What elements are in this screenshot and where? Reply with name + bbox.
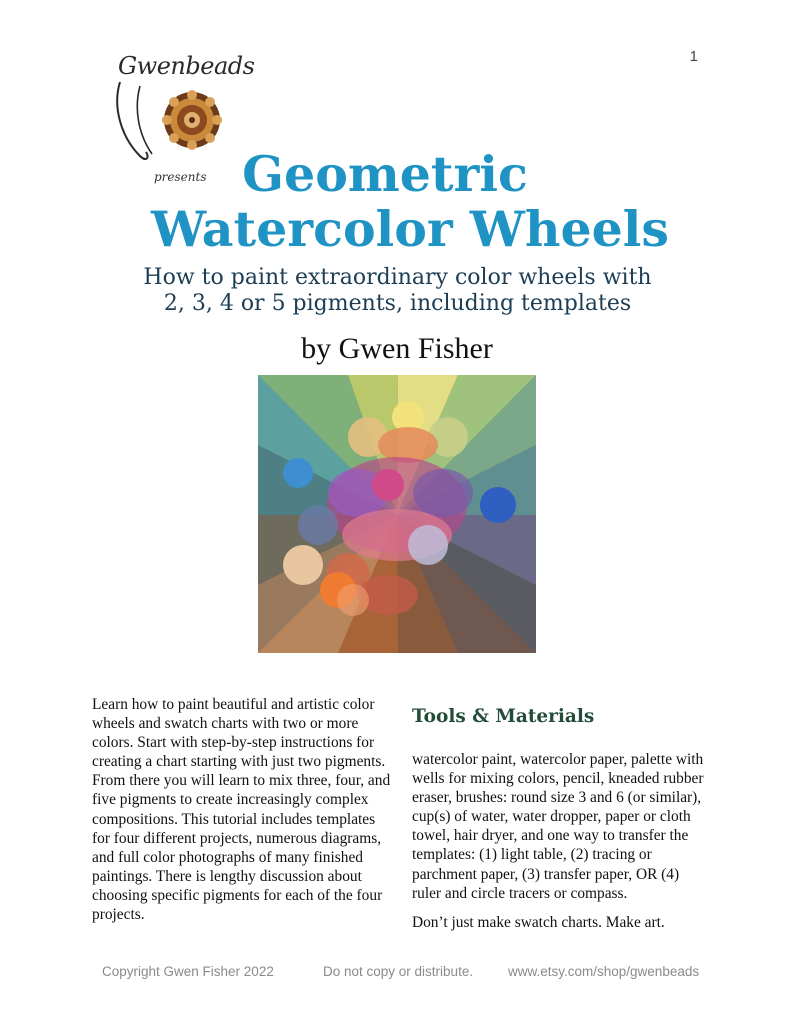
footer-copyright: Copyright Gwen Fisher 2022	[102, 964, 274, 979]
title-line-2: Watercolor Wheels	[150, 200, 670, 258]
logo-brand: Gwenbeads	[118, 52, 255, 80]
tools-heading: Tools & Materials	[412, 706, 595, 727]
tagline: Don’t just make swatch charts. Make art.	[412, 914, 665, 931]
footer-url[interactable]: www.etsy.com/shop/gwenbeads	[508, 964, 700, 979]
logo-presents: presents	[154, 170, 207, 184]
intro-paragraph: Learn how to paint beautiful and artistic color wheels and swatch charts with two or more colors. Start with step-by-step instructions for creating a chart starting with just two pigments. From there you will learn to mix three, four, and five pigments to create increasingly complex compositions. This tutorial includes templates for four different projects, numerous diagrams, and full color photographs of many finished paintings. There is lengthy discussion about choosing specific pigments for each of the four projects.	[92, 696, 391, 924]
title-line-1: Geometric	[242, 145, 528, 203]
page-number: 1	[689, 48, 698, 65]
author-line: by Gwen Fisher	[301, 332, 493, 365]
tools-list: watercolor paint, watercolor paper, palette with wells for mixing colors, pencil, kneaded rubber eraser, brushes: round size 3 and 6 (or similar), cup(s) of water, water dropper, paper or cloth towel, hair dryer, and one way to transfer the templates: (1) light table, (2) tracing or parchment paper, (3) transfer paper, OR (4) ruler and circle tracers or compass.	[412, 751, 704, 902]
subtitle-line-2: 2, 3, 4 or 5 pigments, including templates	[163, 291, 632, 316]
watercolor-wheel-painting	[258, 375, 536, 653]
footer-notice: Do not copy or distribute.	[323, 964, 474, 979]
subtitle-line-1: How to paint extraordinary color wheels with	[143, 265, 652, 290]
subtitle	[60, 265, 735, 317]
